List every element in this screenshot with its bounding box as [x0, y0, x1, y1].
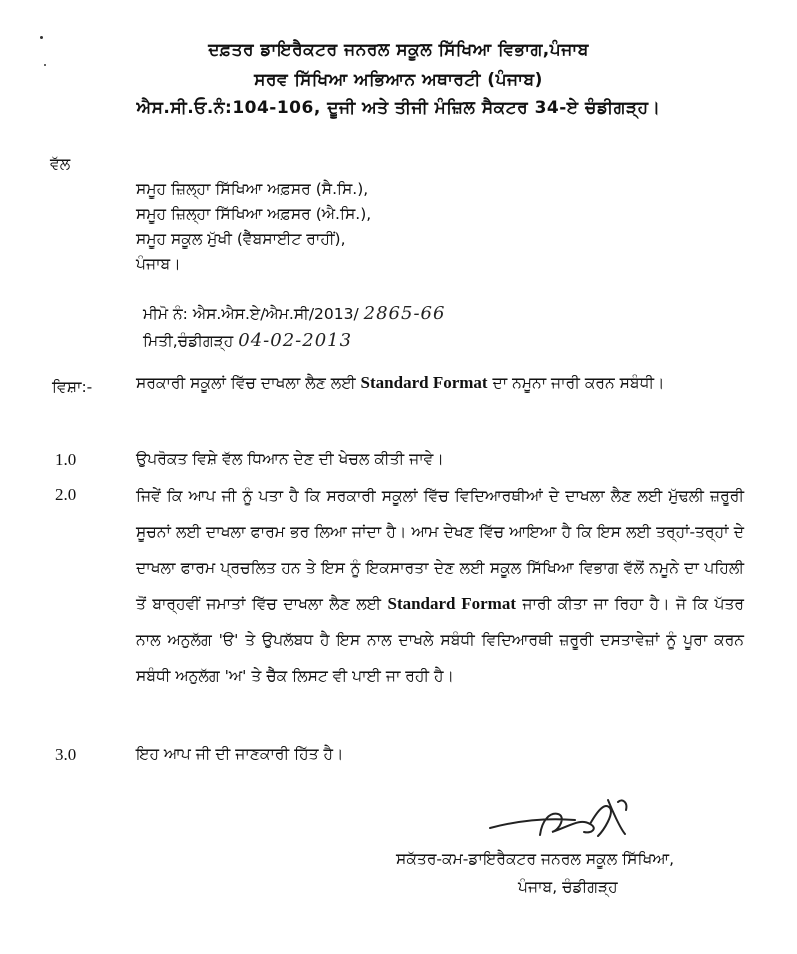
paragraph-part: ਜਾਰੀ ਕੀਤਾ ਜਾ ਰਿਹਾ ਹੈ। ਜੋ ਕਿ ਪੱਤਰ ਨਾਲ ਅਨੁਲੱਗ 'ੳ' ਤੇ ਉਪਲੱਬਧ ਹੈ ਇਸ ਨਾਲ ਦਾਖਲੇ ਸਬੰਧੀ ਵਿਦਿਆਰਥੀ ਜ਼ਰੂਰੀ ਦਸਤਾਵੇਜ਼ਾਂ ਨੂੰ ਪੂਰਾ ਕਰਨ ਸਬੰਧੀ ਅਨੁਲੱਗ 'ਅ' ਤੇ ਚੈੱਕ ਲਿਸਟ ਵੀ ਪਾਈ ਜਾ ਰਹੀ ਹੈ। [136, 595, 744, 685]
memo-handwritten-number: 2865-66 [363, 303, 446, 324]
scan-speck [40, 36, 43, 39]
memo-number [143, 303, 445, 324]
subject-part: ਸਰਕਾਰੀ ਸਕੂਲਾਂ ਵਿੱਚ ਦਾਖਲਾ ਲੈਣ ਲਈ [136, 374, 361, 392]
header-office-title: ਦਫ਼ਤਰ ਡਾਇਰੈਕਟਰ ਜਨਰਲ ਸਕੂਲ ਸਿੱਖਿਆ ਵਿਭਾਗ,ਪੰਜਾਬ [208, 40, 589, 60]
recipient-line: ਸਮੂਹ ਸਕੂਲ ਮੁੱਖੀ (ਵੈੱਬਸਾਈਟ ਰਾਹੀਂ), [136, 230, 346, 248]
recipient-line: ਸਮੂਹ ਜ਼ਿਲ੍ਹਾ ਸਿੱਖਿਆ ਅਫ਼ਸਰ (ਸੈ.ਸਿ.), [136, 180, 369, 198]
memo-date-label: ਮਿਤੀ,ਚੰਡੀਗੜ੍ਹ [143, 332, 234, 350]
header-address: ਐਸ.ਸੀ.ਓ.ਨੰ:104-106, ਦੂਜੀ ਅਤੇ ਤੀਜੀ ਮੰਜ਼ਿਲ ਸੈਕਟਰ 34-ਏ ਚੰਡੀਗੜ੍ਹ। [136, 98, 661, 118]
paragraph-number: 3.0 [55, 745, 77, 764]
memo-date [143, 330, 352, 351]
recipients-label: ਵੱਲ [50, 155, 71, 173]
header-authority: ਸਰਵ ਸਿੱਖਿਆ ਅਭਿਆਨ ਅਥਾਰਟੀ (ਪੰਜਾਬ) [254, 70, 543, 90]
paragraph-text: ਇਹ ਆਪ ਜੀ ਦੀ ਜਾਣਕਾਰੀ ਹਿੱਤ ਹੈ। [136, 745, 344, 763]
paragraph-bold: Standard Format [387, 594, 516, 613]
recipient-line: ਪੰਜਾਬ। [136, 255, 181, 273]
subject-label: ਵਿਸ਼ਾ:- [52, 378, 93, 396]
signature-designation: ਸਕੱਤਰ-ਕਮ-ਡਾਇਰੈਕਟਰ ਜਨਰਲ ਸਕੂਲ ਸਿੱਖਿਆ, [396, 850, 675, 868]
paragraph-text [136, 478, 744, 694]
memo-label: ਮੀਮੋ ਨੰ: ਐਸ.ਐਸ.ਏ/ਐਮ.ਸੀ/2013/ [143, 305, 359, 323]
paragraph-text: ਉਪਰੋਕਤ ਵਿਸ਼ੇ ਵੱਲ ਧਿਆਨ ਦੇਣ ਦੀ ਖੇਚਲ ਕੀਤੀ ਜਾਵੇ। [136, 450, 444, 468]
subject-text [136, 370, 744, 396]
paragraph-number: 2.0 [55, 485, 77, 504]
signature-location: ਪੰਜਾਬ, ਚੰਡੀਗੜ੍ਹ [518, 878, 618, 896]
subject-bold: Standard Format [360, 373, 488, 392]
subject-part: ਦਾ ਨਮੂਨਾ ਜਾਰੀ ਕਰਨ ਸਬੰਧੀ। [487, 374, 665, 392]
recipient-line: ਸਮੂਹ ਜ਼ਿਲ੍ਹਾ ਸਿੱਖਿਆ ਅਫ਼ਸਰ (ਐ.ਸਿ.), [136, 205, 372, 223]
memo-handwritten-date: 04-02-2013 [238, 330, 353, 351]
paragraph-part: ਜਿਵੇਂ ਕਿ ਆਪ ਜੀ ਨੂੰ ਪਤਾ ਹੈ ਕਿ ਸਰਕਾਰੀ ਸਕੂਲਾਂ ਵਿੱਚ ਵਿਦਿਆਰਥੀਆਂ ਦੇ ਦਾਖਲਾ ਲੈਣ ਲਈ ਮੁੱਢਲੀ ਜ਼ਰੂਰੀ ਸੂਚਨਾਂ ਲਈ ਦਾਖਲਾ ਫਾਰਮ ਭਰ ਲਿਆ ਜਾਂਦਾ ਹੈ। ਆਮ ਦੇਖਣ ਵਿੱਚ ਆਇਆ ਹੈ ਕਿ ਇਸ ਲਈ ਤਰ੍ਹਾਂ-ਤਰ੍ਹਾਂ ਦੇ ਦਾਖਲਾ ਫਾਰਮ ਪ੍ਰਚਲਿਤ ਹਨ ਤੇ ਇਸ ਨੂੰ ਇਕਸਾਰਤਾ ਦੇਣ ਲਈ ਸਕੂਲ ਸਿੱਖਿਆ ਵਿਭਾਗ ਵੱਲੋਂ ਨਮੂਨੇ ਦਾ ਪਹਿਲੀ ਤੋਂ ਬਾਰ੍ਹਵੀਂ ਜਮਾਤਾਂ ਵਿੱਚ ਦਾਖਲਾ ਲੈਣ ਲਈ [136, 487, 744, 613]
paragraph-number: 1.0 [55, 450, 77, 469]
scan-speck [44, 64, 46, 66]
